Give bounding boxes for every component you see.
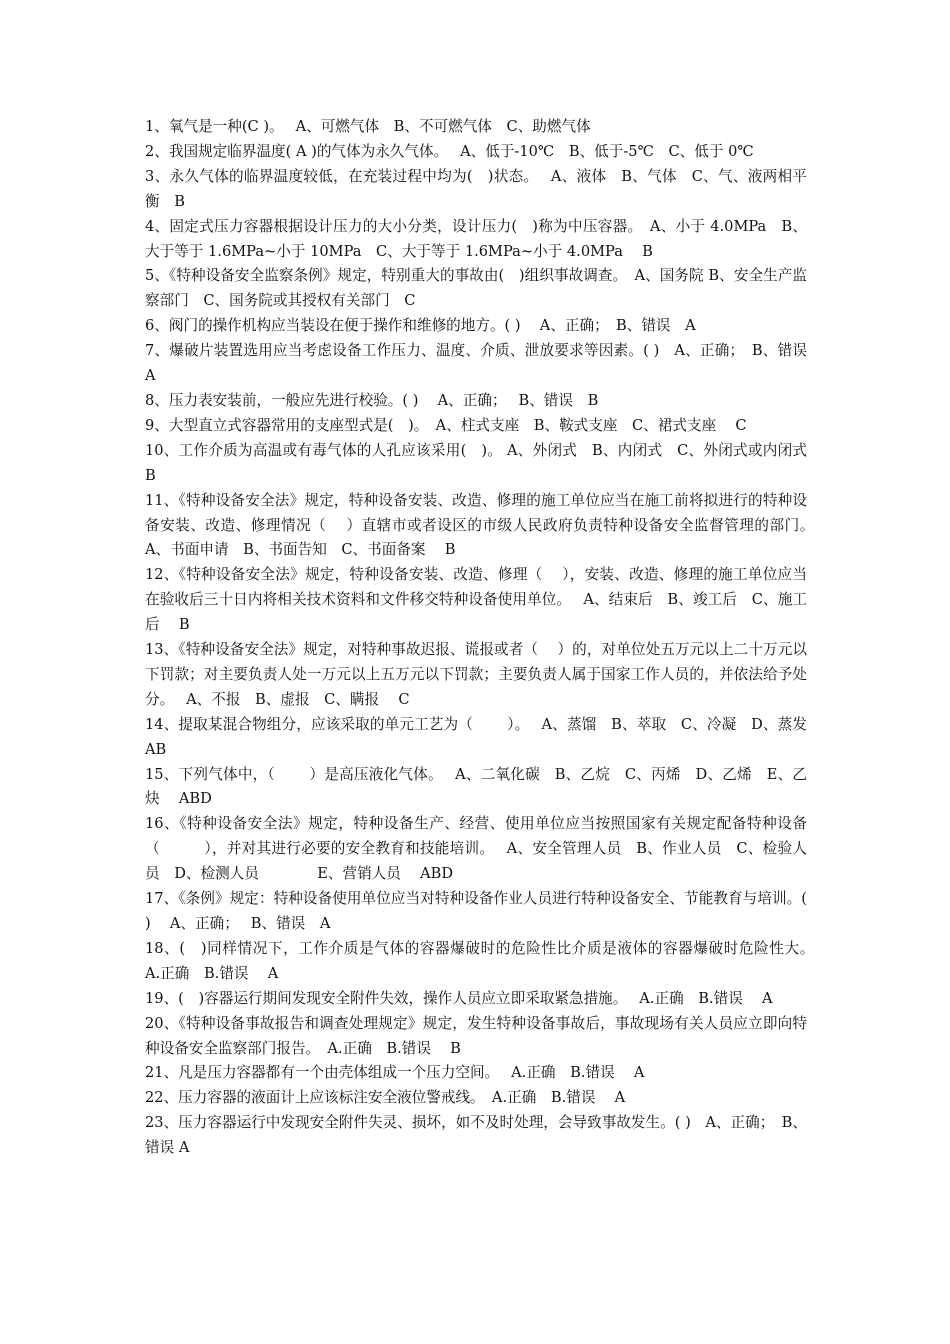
question-18: 18、( )同样情况下，工作介质是气体的容器爆破时的危险性比介质是液体的容器爆破时危险性大。 A.正确 B.错误 A — [145, 939, 827, 982]
document-body — [145, 115, 827, 1161]
question-9: 9、大型直立式容器常用的支座型式是( )。 A、柱式支座 B、鞍式支座 C、裙式支座 C — [145, 416, 747, 434]
question-4: 4、固定式压力容器根据设计压力的大小分类，设计压力( )称为中压容器。 A、小于 4.0MPa B、大于等于 1.6MPa~小于 10MPa C、大于等于 1.6MPa~小于 4.0MPa B — [145, 217, 807, 260]
question-22: 22、压力容器的液面计上应该标注安全液位警戒线。 A.正确 B.错误 A — [145, 1089, 626, 1107]
question-5: 5、《特种设备安全监察条例》规定，特别重大的事故由( )组织事故调查。 A、国务院 B、安全生产监察部门 C、国务院或其授权有关部门 C — [145, 267, 807, 310]
question-20: 20、《特种设备事故报告和调查处理规定》规定，发生特种设备事故后，事故现场有关人员应立即向特种设备安全监察部门报告。 A.正确 B.错误 B — [145, 1014, 807, 1057]
question-23: 23、压力容器运行中发现安全附件失灵、损坏，如不及时处理，会导致事故发生。( ) A、正确； B、错误 A — [145, 1114, 807, 1157]
question-16: 16、《特种设备安全法》规定，特种设备生产、经营、使用单位应当按照国家有关规定配备特种设备（ ），并对其进行必要的安全教育和技能培训。 A、安全管理人员 B、作业人员 C、检验人员 D、检测人员 E、营销人员 ABD — [145, 815, 807, 883]
question-14: 14、提取某混合物组分，应该采取的单元工艺为（ ）。 A、蒸馏 B、萃取 C、冷凝 D、蒸发 AB — [145, 715, 807, 758]
question-15: 15、下列气体中，（ ）是高压液化气体。 A、二氧化碳 B、乙烷 C、丙烯 D、乙烯 E、乙炔 ABD — [145, 765, 807, 808]
question-7: 7、爆破片装置选用应当考虑设备工作压力、温度、介质、泄放要求等因素。( ) A、正确； B、错误 A — [145, 342, 827, 385]
question-13: 13、《特种设备安全法》规定，对特种事故迟报、谎报或者（ ）的，对单位处五万元以上二十万元以下罚款；对主要负责人处一万元以上五万元以下罚款；主要负责人属于国家工作人员的，并依法给予处分。 A、不报 B、虚报 C、瞒报 C — [145, 641, 807, 708]
question-21: 21、凡是压力容器都有一个由壳体组成一个压力空间。 A.正确 B.错误 A — [145, 1064, 645, 1082]
question-11: 11、《特种设备安全法》规定，特种设备安装、改造、修理的施工单位应当在施工前将拟进行的特种设备安装、改造、修理情况（ ）直辖市或者设区的市级人民政府负责特种设备安全监督管理的部门。 A、书面申请 B、书面告知 C、书面备案 B — [145, 491, 827, 559]
question-12: 12、《特种设备安全法》规定，特种设备安装、改造、修理（ ），安装、改造、修理的施工单位应当在验收后三十日内将相关技术资料和文件移交特种设备使用单位。 A、结束后 B、竣工后 C、施工后 B — [145, 566, 807, 634]
question-19: 19、( )容器运行期间发现安全附件失效，操作人员应立即采取紧急措施。 A.正确 B.错误 A — [145, 989, 773, 1007]
question-1: 1、氧气是一种(C )。 A、可燃气体 B、不可燃气体 C、助燃气体 — [145, 118, 591, 135]
question-10: 10、工作介质为高温或有毒气体的人孔应该采用( )。 A、外闭式 B、内闭式 C、外闭式或内闭式 B — [145, 441, 827, 484]
question-3: 3、永久气体的临界温度较低，在充装过程中均为( )状态。 A、液体 B、气体 C、气、液两相平衡 B — [145, 167, 807, 210]
question-6: 6、阀门的操作机构应当装设在便于操作和维修的地方。( ) A、正确； B、错误 A — [145, 317, 696, 335]
question-2: 2、我国规定临界温度( A )的气体为永久气体。 A、低于-10℃ B、低于-5℃ C、低于 0℃ — [145, 142, 754, 160]
question-17: 17、《条例》规定：特种设备使用单位应当对特种设备作业人员进行特种设备安全、节能教育与培训。( ) A、正确； B、错误 A — [145, 890, 807, 932]
question-8: 8、压力表安装前，一般应先进行校验。( ) A、正确； B、错误 B — [145, 391, 599, 409]
